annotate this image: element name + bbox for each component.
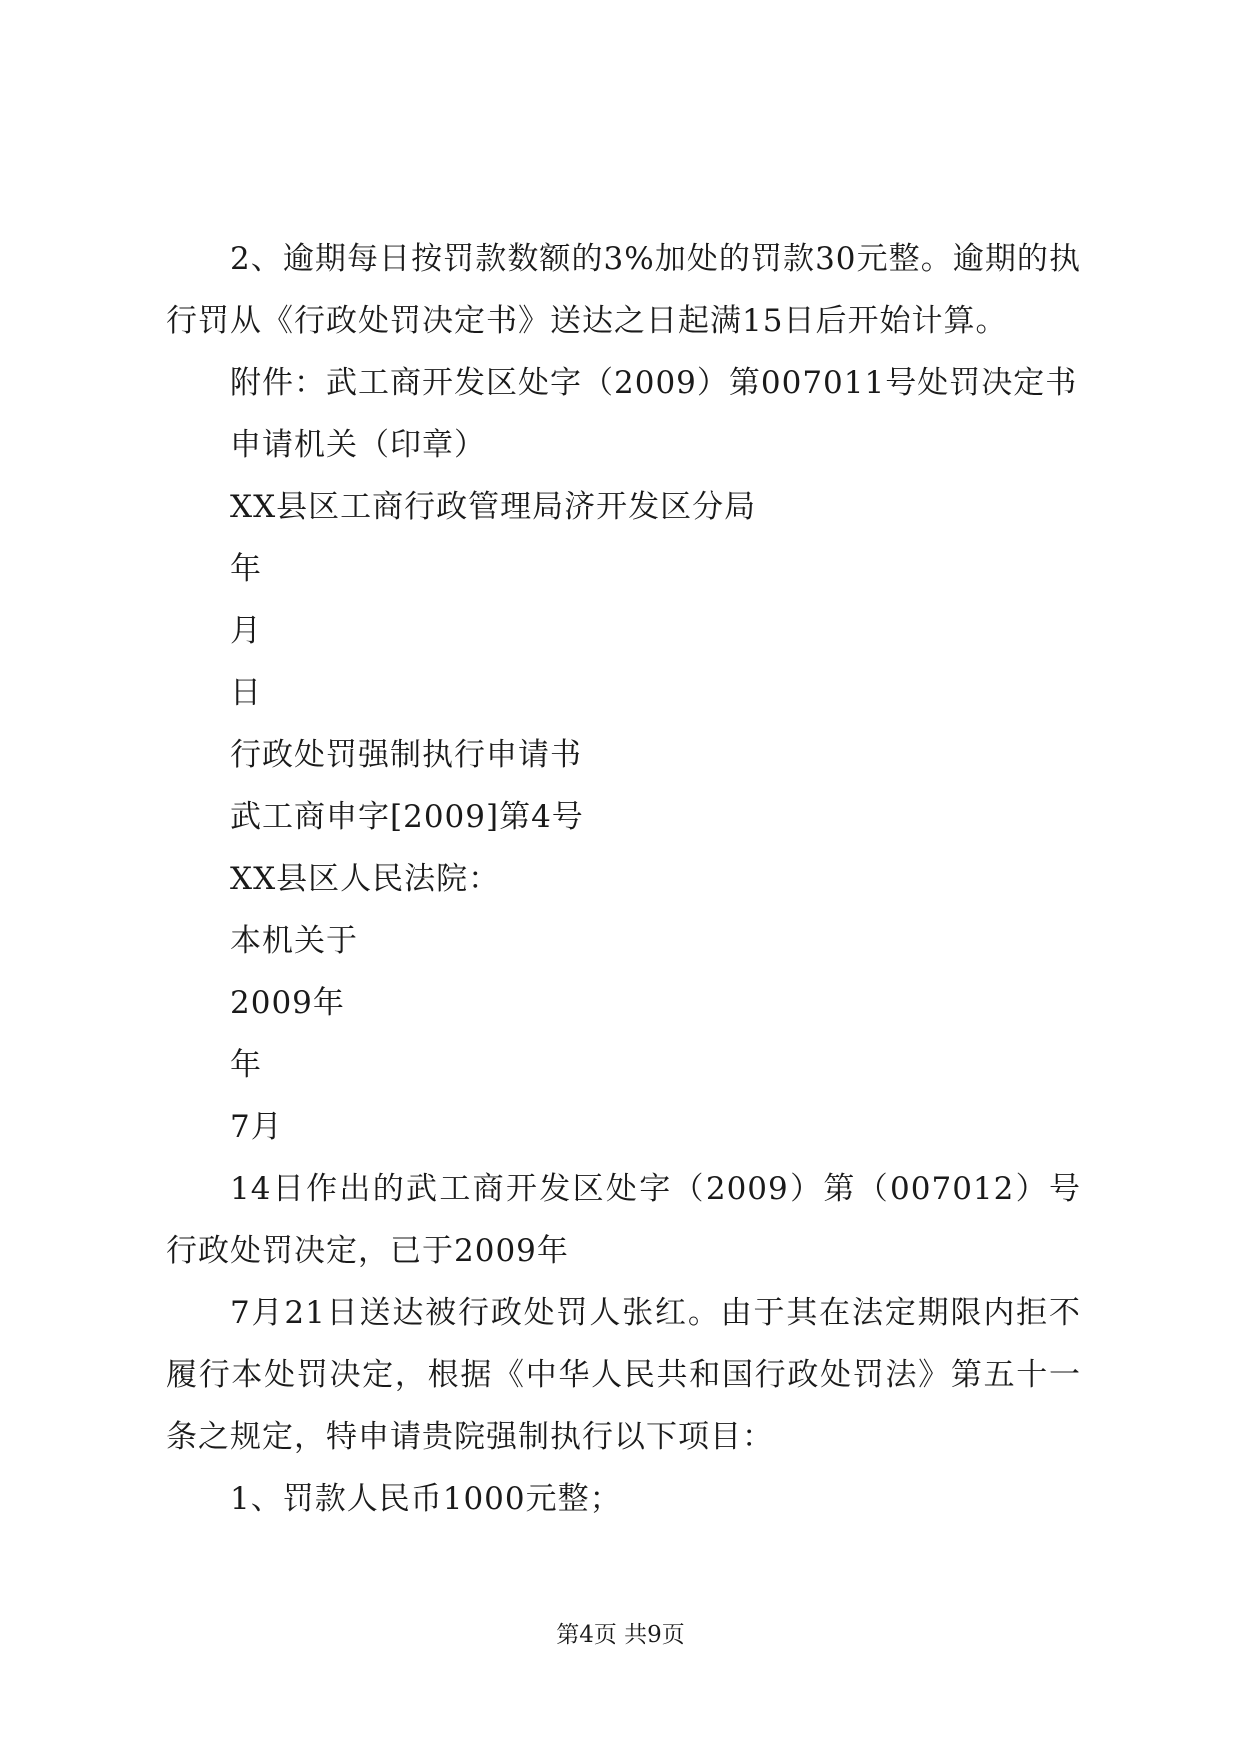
paragraph-applicant-seal: 申请机关（印章） bbox=[230, 427, 486, 463]
paragraph-overdue-penalty: 2、逾期每日按罚款数额的3%加处的罚款30元整。逾期的执行罚从《行政处罚决定书》送达之日起满15日后开始计算。 bbox=[166, 241, 1081, 339]
paragraph-attachment: 附件：武工商开发区处字（2009）第007011号处罚决定书 bbox=[230, 365, 1078, 401]
paragraph-july: 7月 bbox=[230, 1109, 283, 1145]
paragraph-decision: 14日作出的武工商开发区处字（2009）第（007012）号行政处罚决定，已于2009年 bbox=[166, 1171, 1081, 1269]
page-footer: 第4页 共9页 bbox=[556, 1622, 685, 1648]
paragraph-year: 年 bbox=[230, 1047, 262, 1083]
paragraph-delivery: 7月21日送达被行政处罚人张红。由于其在法定期限内拒不履行本处罚决定，根据《中华人民共和国行政处罚法》第五十一条之规定，特申请贵院强制执行以下项目： bbox=[166, 1295, 1081, 1455]
paragraph-year-2009: 2009年 bbox=[230, 985, 345, 1021]
paragraph-document-number: 武工商申字[2009]第4号 bbox=[230, 799, 584, 835]
paragraph-fine-item: 1、罚款人民币1000元整； bbox=[230, 1481, 622, 1517]
paragraph-addressee: XX县区人民法院： bbox=[230, 861, 501, 897]
paragraph-intro: 本机关于 bbox=[230, 923, 358, 959]
paragraph-document-title: 行政处罚强制执行申请书 bbox=[230, 737, 582, 773]
paragraph-date-month: 月 bbox=[230, 613, 262, 649]
paragraph-date-day: 日 bbox=[230, 675, 262, 711]
paragraph-date-year: 年 bbox=[230, 551, 262, 587]
paragraph-applicant-agency: XX县区工商行政管理局济开发区分局 bbox=[230, 489, 757, 525]
document-body bbox=[166, 228, 1081, 1530]
